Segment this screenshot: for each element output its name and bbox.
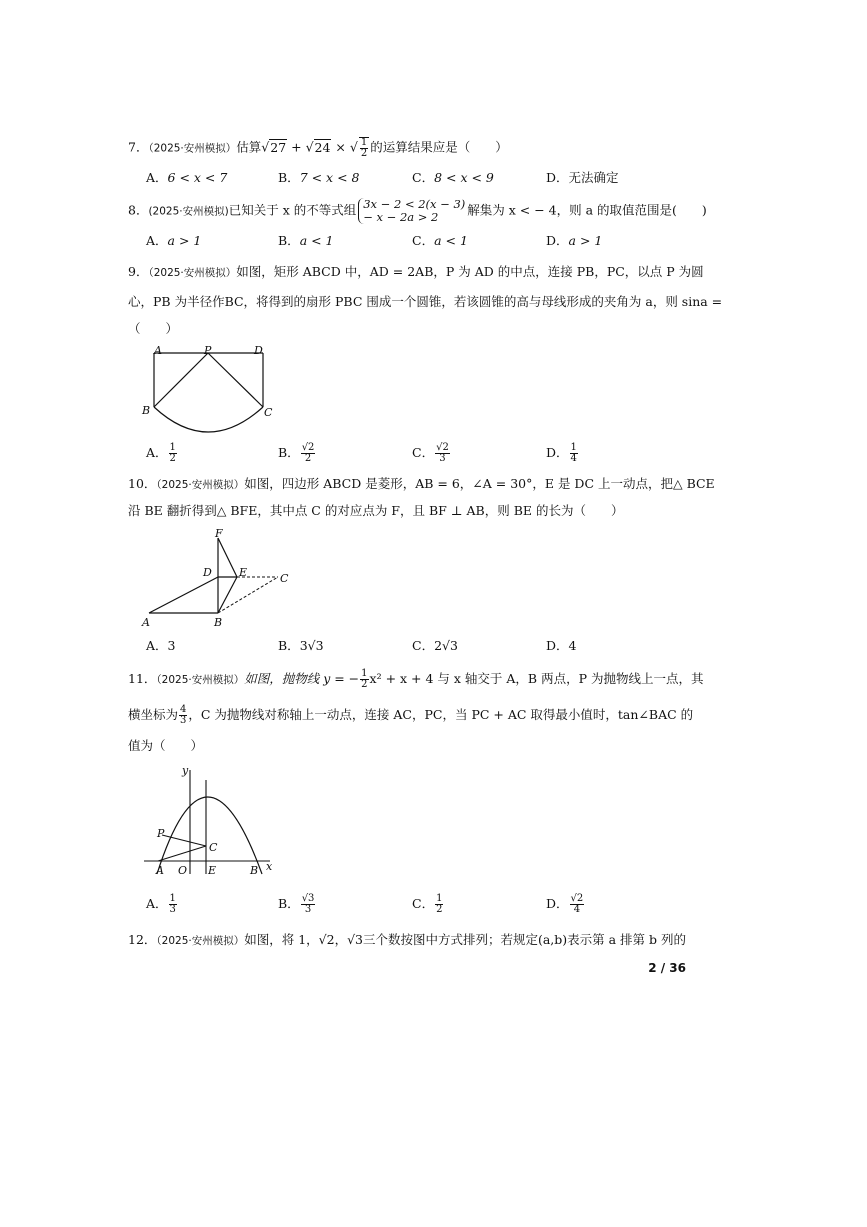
q11-label-o: O bbox=[178, 864, 188, 877]
q7-expr-b: 24 bbox=[314, 139, 331, 155]
q11-stem-line2: 横坐标为 $\frac{4}{3}$ ，C 为抛物线对称轴上一动点，连接 AC，PC，当 PC + AC 取得最小值时，tan∠BAC 的 bbox=[128, 704, 694, 726]
q10-label-e: E bbox=[239, 566, 248, 579]
q11-label-x: x bbox=[266, 860, 273, 873]
q7-option-b[interactable]: B．7 < x < 8 bbox=[278, 170, 360, 185]
q10-option-d[interactable]: D．4 bbox=[546, 638, 577, 653]
q10-figure bbox=[140, 526, 300, 632]
q9-stem-line1: 9．（2025·安州模拟）如图，矩形 ABCD 中，AD = 2AB，P 为 AD 的中点，连接 PB，PC，以点 P 为圆 bbox=[128, 264, 704, 279]
q8-option-d[interactable]: D．a > 1 bbox=[546, 233, 603, 248]
q7-number: 7． bbox=[128, 139, 149, 155]
q7-post: 的运算结果应是（ ） bbox=[370, 139, 508, 155]
q9-label-a: A bbox=[154, 344, 162, 357]
q9-stem-line2: 心，PB 为半径作BC，将得到的扇形 PBC 围成一个圆锥，若该圆锥的高与母线形成的夹角为 a，则 sina = bbox=[128, 294, 723, 309]
q7-frac: $\frac{1}{2}$ bbox=[360, 137, 368, 159]
q11-label-b: B bbox=[250, 864, 259, 877]
q8-source: (2025·安州模拟) bbox=[148, 205, 229, 218]
page-number: 2 / 36 bbox=[648, 961, 686, 975]
q11-label-e: E bbox=[208, 864, 217, 877]
q7-source: （2025·安州模拟） bbox=[148, 142, 237, 155]
q12-stem-line1: 12．（2025·安州模拟）如图，将 1，√2，√3三个数按图中方式排列；若规定(a,b)表示第 a 排第 b 列的 bbox=[128, 932, 687, 947]
q7-option-c[interactable]: C．8 < x < 9 bbox=[412, 170, 494, 185]
q10-stem-line2: 沿 BE 翻折得到△ BFE，其中点 C 的对应点为 F，且 BF ⊥ AB，则 BE 的长为（ ） bbox=[128, 503, 624, 518]
q8-stem: 8．(2025·安州模拟)已知关于 x 的不等式组 3x − 2 < 2(x − 3) − x − 2a > 2 解集为 x < − 4，则 a 的取值范围是( ) bbox=[128, 197, 707, 224]
q10-label-d: D bbox=[203, 566, 212, 579]
q10-label-c: C bbox=[280, 572, 289, 585]
q10-option-a[interactable]: A．3 bbox=[146, 638, 176, 653]
q11-label-p: P bbox=[157, 827, 165, 840]
q11-stem-line1: 11．（2025·安州模拟）如图，抛物线 y = − $\frac{1}{2}$ x² + x + 4 与 x 轴交于 A，B 两点，P 为抛物线上一点，其 bbox=[128, 668, 704, 690]
q9-label-b: B bbox=[142, 404, 151, 417]
q7-pre: 估算 bbox=[236, 139, 262, 155]
q10-label-a: A bbox=[142, 616, 150, 629]
q9-label-p: P bbox=[204, 344, 212, 357]
q9-label-c: C bbox=[264, 406, 273, 419]
q11-figure bbox=[140, 762, 280, 880]
q8-option-a[interactable]: A．a > 1 bbox=[146, 233, 202, 248]
q8-option-c[interactable]: C．a < 1 bbox=[412, 233, 468, 248]
q11-stem-line3: 值为（ ） bbox=[128, 738, 204, 753]
q9-option-b[interactable]: B． $\frac{√2}{2}$ bbox=[278, 442, 315, 464]
q11-label-y: y bbox=[182, 764, 189, 777]
q7-expr-a: 27 bbox=[270, 139, 287, 155]
q9-option-d[interactable]: D． $\frac{1}{4}$ bbox=[546, 442, 577, 464]
q8-option-b[interactable]: B．a < 1 bbox=[278, 233, 334, 248]
q7-option-d[interactable]: D．无法确定 bbox=[546, 170, 619, 185]
q11-label-c: C bbox=[209, 841, 218, 854]
q8-system: 3x − 2 < 2(x − 3) − x − 2a > 2 bbox=[358, 198, 465, 224]
q7-stem: 7．（2025·安州模拟）估算√27 + √24 × √ $\frac{1}{2}$ 的运算结果应是（ ） bbox=[128, 137, 508, 159]
q11-label-a: A bbox=[156, 864, 164, 877]
q11-option-a[interactable]: A． $\frac{1}{3}$ bbox=[146, 893, 176, 915]
q9-option-c[interactable]: C． $\frac{√2}{3}$ bbox=[412, 442, 449, 464]
q10-label-b: B bbox=[214, 616, 223, 629]
q10-option-b[interactable]: B．3√3 bbox=[278, 638, 324, 653]
q10-label-f: F bbox=[215, 527, 223, 540]
q9-option-a[interactable]: A． $\frac{1}{2}$ bbox=[146, 442, 176, 464]
q7-option-a[interactable]: A．6 < x < 7 bbox=[146, 170, 228, 185]
q10-option-c[interactable]: C．2√3 bbox=[412, 638, 458, 653]
q8-number: 8． bbox=[128, 202, 149, 218]
q11-option-c[interactable]: C． $\frac{1}{2}$ bbox=[412, 893, 443, 915]
q11-option-d[interactable]: D． $\frac{√2}{4}$ bbox=[546, 893, 584, 915]
q9-stem-line3: （ ） bbox=[128, 321, 179, 336]
q11-option-b[interactable]: B． $\frac{√3}{3}$ bbox=[278, 893, 315, 915]
q9-label-d: D bbox=[254, 344, 263, 357]
q10-stem-line1: 10．（2025·安州模拟）如图，四边形 ABCD 是菱形，AB = 6，∠A = 30°，E 是 DC 上一动点，把△ BCE bbox=[128, 476, 715, 491]
q9-figure bbox=[140, 342, 280, 440]
